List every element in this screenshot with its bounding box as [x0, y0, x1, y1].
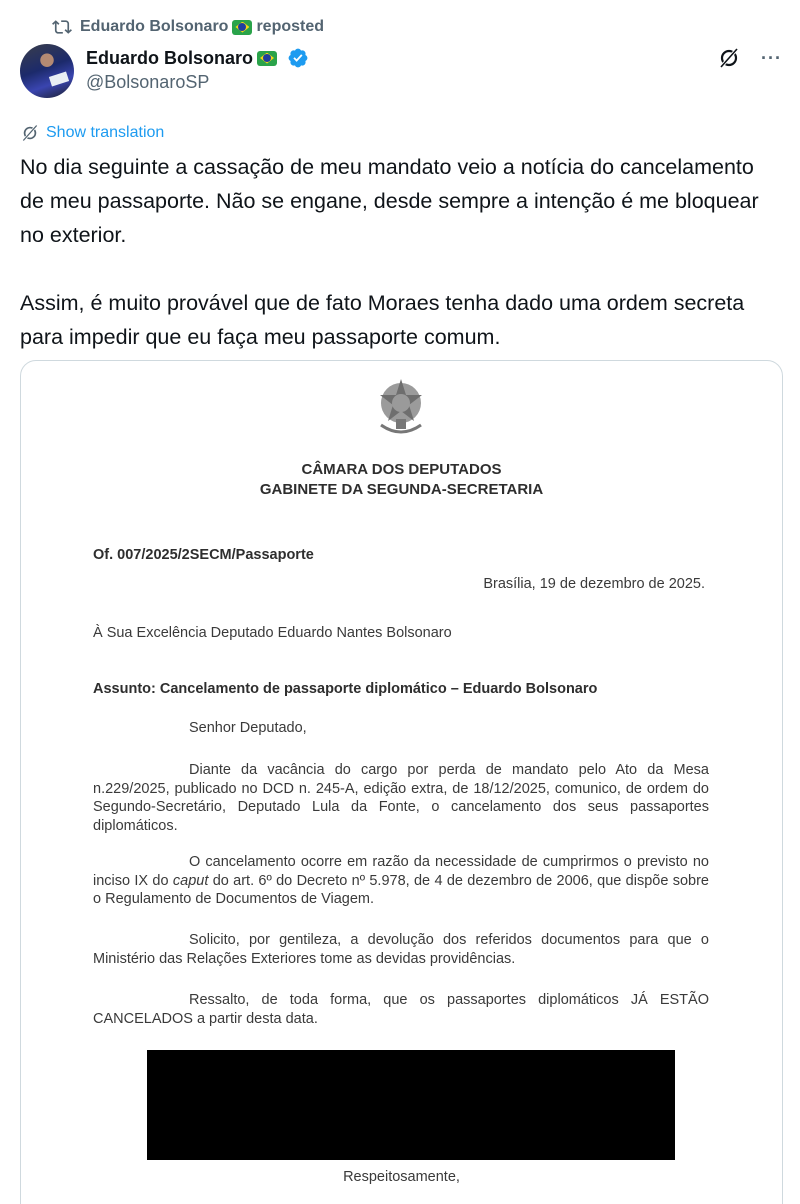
more-options-icon[interactable]: ···: [761, 47, 782, 68]
document-paragraph-1: Diante da vacância do cargo por perda de mandato pelo Ato da Mesa n.229/2025, publicado no DCD n. 245-A, edição extra, de 18/12/2025, comunico, de ordem do Segundo-Secretário, Deputado Lula da Fonte, o cancelamento dos seus passaportes diplomáticos.: [93, 762, 709, 834]
author-handle[interactable]: @BolsonaroSP: [86, 72, 210, 92]
tweet-text: [20, 150, 780, 354]
grok-translate-icon: [20, 123, 40, 143]
document-header-line1: CÂMARA DOS DEPUTADOS: [301, 461, 502, 478]
tweet-paragraph-2: Assim, é muito provável que de fato Moraes tenha dado uma ordem secreta para impedir que eu faça meu passaporte comum.: [20, 291, 751, 349]
document-date: Brasília, 19 de dezembro de 2025.: [483, 576, 705, 592]
document-paragraph-2-italic: caput: [172, 872, 209, 889]
author-display-name[interactable]: Eduardo Bolsonaro: [86, 47, 254, 68]
document-paragraph-2-text-end: do art. 6º do Decreto nº 5.978, de 4 de dezembro de 2006, que dispõe sobre o Regulamento de Documentos de Viagem.: [93, 872, 709, 907]
document-image: [21, 361, 782, 1204]
document-paragraph-2: [93, 853, 709, 909]
brazil-flag-icon: [232, 20, 252, 35]
repost-header: [52, 14, 324, 40]
media-image[interactable]: [20, 360, 783, 1204]
tweet-paragraph-1: No dia seguinte a cassação de meu mandato veio a notícia do cancelamento de meu passaporte. Não se engane, desde sempre a intenção é me bloquear no exterior.: [20, 155, 765, 247]
author-name-row: [86, 44, 309, 72]
avatar[interactable]: [20, 44, 74, 98]
repost-label: reposted: [256, 18, 325, 35]
document-paragraph-4: Ressalto, de toda forma, que os passaportes diplomáticos JÁ ESTÃO CANCELADOS a partir desta data.: [93, 992, 709, 1027]
document-paragraph-2-text: O cancelamento ocorre em razão da necessidade de cumprirmos o previsto no inciso IX do: [93, 854, 709, 889]
tweet-actions-top: [717, 46, 782, 70]
document-header-line2: GABINETE DA SEGUNDA-SECRETARIA: [259, 481, 544, 498]
redaction-block: [147, 1050, 675, 1160]
document-recipient: À Sua Excelência Deputado Eduardo Nantes Bolsonaro: [93, 625, 452, 641]
document-closing: Respeitosamente,: [343, 1169, 460, 1185]
repost-icon: [52, 17, 72, 37]
document-reference: Of. 007/2025/2SECM/Passaporte: [93, 547, 314, 563]
verified-badge-icon[interactable]: [287, 47, 309, 69]
brazil-flag-icon: [257, 51, 277, 66]
document-subject: Assunto: Cancelamento de passaporte diplomático – Eduardo Bolsonaro: [93, 681, 598, 697]
show-translation-link[interactable]: Show translation: [46, 124, 165, 141]
reposter-name[interactable]: Eduardo Bolsonaro: [80, 18, 229, 35]
show-translation[interactable]: [20, 122, 164, 144]
document-paragraph-3: Solicito, por gentileza, a devolução dos referidos documentos para que o Ministério das Relações Exteriores tome as devidas providências.: [93, 932, 709, 967]
grok-icon[interactable]: [717, 46, 741, 70]
coat-of-arms-icon: [366, 373, 436, 443]
document-greeting: Senhor Deputado,: [189, 720, 307, 736]
